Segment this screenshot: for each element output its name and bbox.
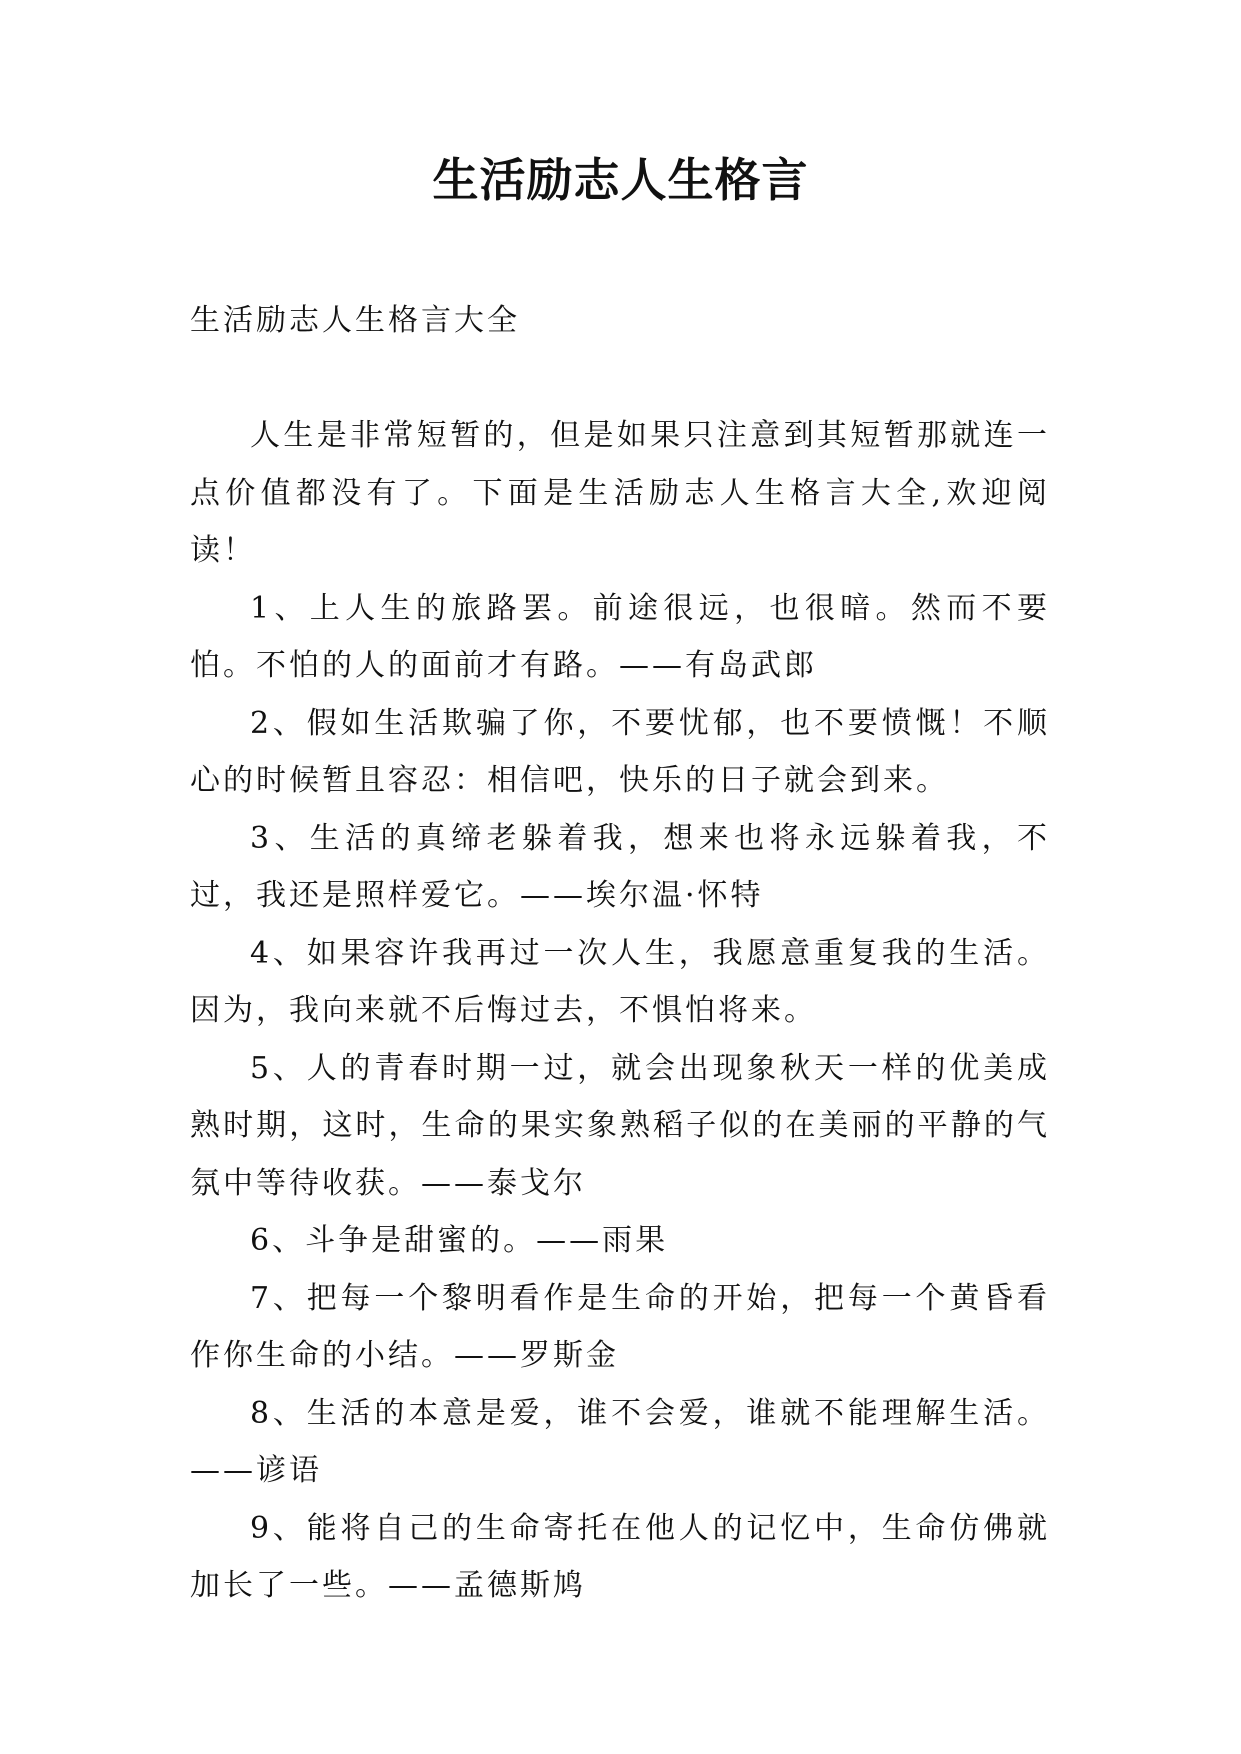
quote-item-2: 2、假如生活欺骗了你，不要忧郁，也不要愤慨！不顺心的时候暂且容忍：相信吧，快乐的日子就会到来。: [190, 705, 1050, 798]
page-title: 生活励志人生格言: [432, 153, 809, 207]
document-body: [190, 292, 1050, 1615]
quote-item-1: 1、上人生的旅路罢。前途很远，也很暗。然而不要怕。不怕的人的面前才有路。——有岛武郎: [190, 590, 1050, 683]
quote-item-9: 9、能将自己的生命寄托在他人的记忆中，生命仿佛就加长了一些。——孟德斯鸠: [190, 1510, 1050, 1603]
document-subtitle: 生活励志人生格言大全: [190, 303, 520, 338]
quote-item-7: 7、把每一个黎明看作是生命的开始，把每一个黄昏看作你生命的小结。——罗斯金: [190, 1280, 1050, 1373]
blank-line: [190, 350, 1050, 408]
quote-item-5: 5、人的青春时期一过，就会出现象秋天一样的优美成熟时期，这时，生命的果实象熟稻子似的在美丽的平静的气氛中等待收获。——泰戈尔: [190, 1050, 1050, 1201]
quote-item-3: 3、生活的真缔老躲着我，想来也将永远躲着我，不过，我还是照样爱它。——埃尔温·怀特: [190, 820, 1050, 913]
quote-item-4: 4、如果容许我再过一次人生，我愿意重复我的生活。因为，我向来就不后悔过去，不惧怕将来。: [190, 935, 1050, 1028]
quote-item-8: 8、生活的本意是爱，谁不会爱，谁就不能理解生活。——谚语: [190, 1395, 1050, 1488]
quote-item-6: 6、斗争是甜蜜的。——雨果: [250, 1223, 669, 1258]
intro-paragraph: 人生是非常短暂的，但是如果只注意到其短暂那就连一点价值都没有了。下面是生活励志人生格言大全,欢迎阅读！: [190, 418, 1050, 568]
